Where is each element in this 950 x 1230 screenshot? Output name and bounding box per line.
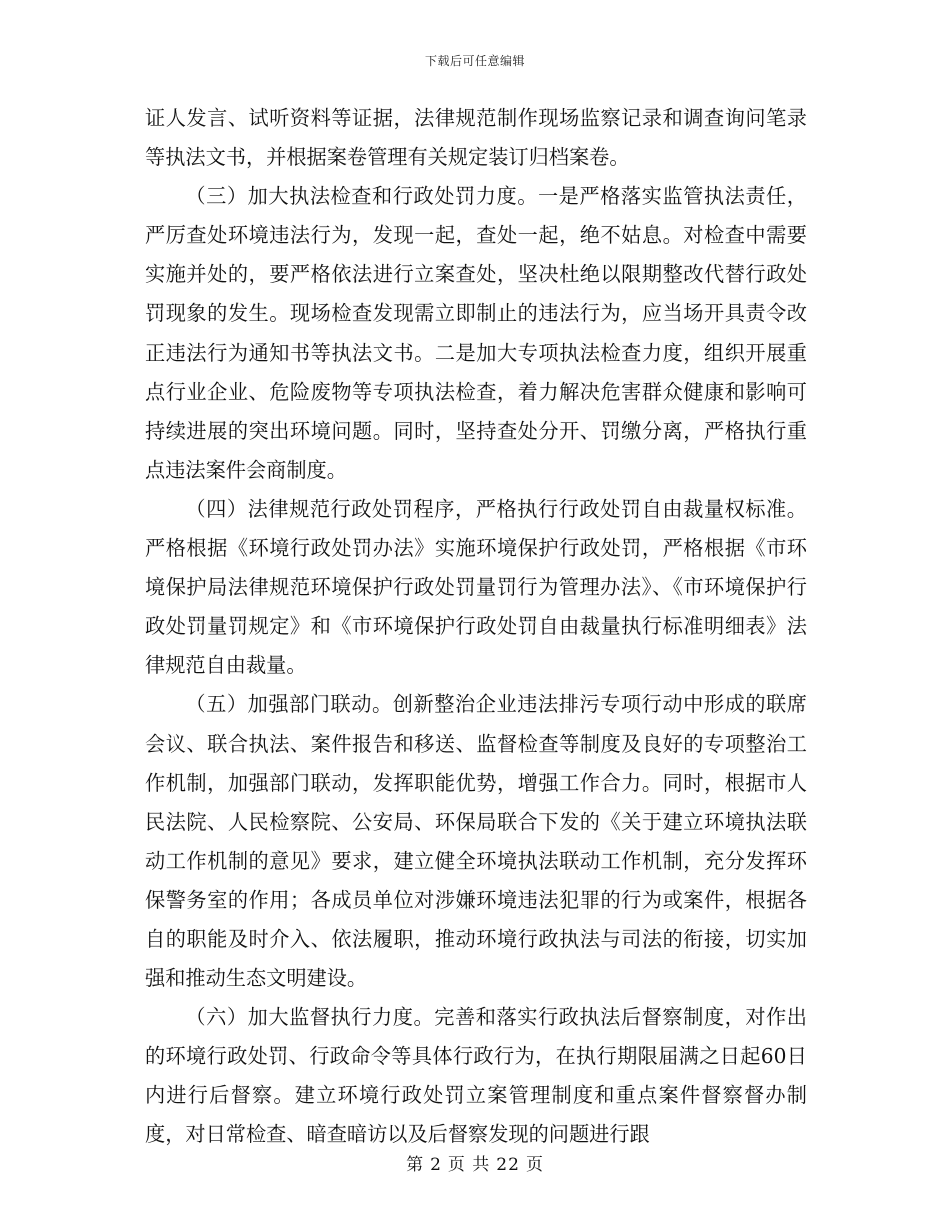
- footer-total-pages: 22: [496, 1155, 520, 1175]
- paragraph-1: 证人发言、试听资料等证据，法律规范制作现场监察记录和调查询问笔录等执法文书，并根据案卷管理有关规定装订归档案卷。: [145, 106, 807, 170]
- page-footer: [0, 1150, 950, 1175]
- footer-suffix: 页: [525, 1155, 544, 1175]
- footer-prefix: 第: [406, 1155, 425, 1175]
- paragraph-4: （五）加强部门联动。创新整治企业违法排污专项行动中形成的联席会议、联合执法、案件报告和移送、监督检查等制度及良好的专项整治工作机制，加强部门联动，发挥职能优势，增强工作合力。同时，根据市人民法院、人民检察院、公安局、环保局联合下发的《关于建立环境执法联动工作机制的意见》要求，建立健全环境执法联动工作机制，充分发挥环保警务室的作用；各成员单位对涉嫌环境违法犯罪的行为或案件，根据各自的职能及时介入、依法履职，推动环境行政执法与司法的衔接，切实加强和推动生态文明建设。: [145, 692, 807, 991]
- footer-page-number: 2: [430, 1155, 442, 1175]
- paragraph-3: （四）法律规范行政处罚程序，严格执行行政处罚自由裁量权标准。严格根据《环境行政处罚办法》实施环境保护行政处罚，严格根据《市环境保护局法律规范环境保护行政处罚量罚行为管理办法》、《市环境保护行政处罚量罚规定》和《市环境保护行政处罚自由裁量执行标准明细表》法律规范自由裁量。: [145, 496, 807, 678]
- document-body: [145, 99, 807, 1155]
- paragraph-2: （三）加大执法检查和行政处罚力度。一是严格落实监管执法责任，严厉查处环境违法行为，发现一起，查处一起，绝不姑息。对检查中需要实施并处的，要严格依法进行立案查处，坚决杜绝以限期整改代替行政处罚现象的发生。现场检查发现需立即制止的违法行为，应当场开具责令改正违法行为通知书等执法文书。二是加大专项执法检查力度，组织开展重点行业企业、危险废物等专项执法检查，着力解决危害群众健康和影响可持续进展的突出环境问题。同时，坚持查处分开、罚缴分离，严格执行重点违法案件会商制度。: [145, 184, 807, 482]
- paragraph-5: （六）加大监督执行力度。完善和落实行政执法后督察制度，对作出的环境行政处罚、行政命令等具体行政行为，在执行期限届满之日起60日内进行后督察。建立环境行政处罚立案管理制度和重点案件督察督办制度，对日常检查、暗查暗访以及后督察发现的问题进行跟: [145, 1005, 807, 1147]
- footer-middle: 页 共: [447, 1155, 491, 1175]
- page-header: 下载后可任意编辑: [424, 54, 525, 68]
